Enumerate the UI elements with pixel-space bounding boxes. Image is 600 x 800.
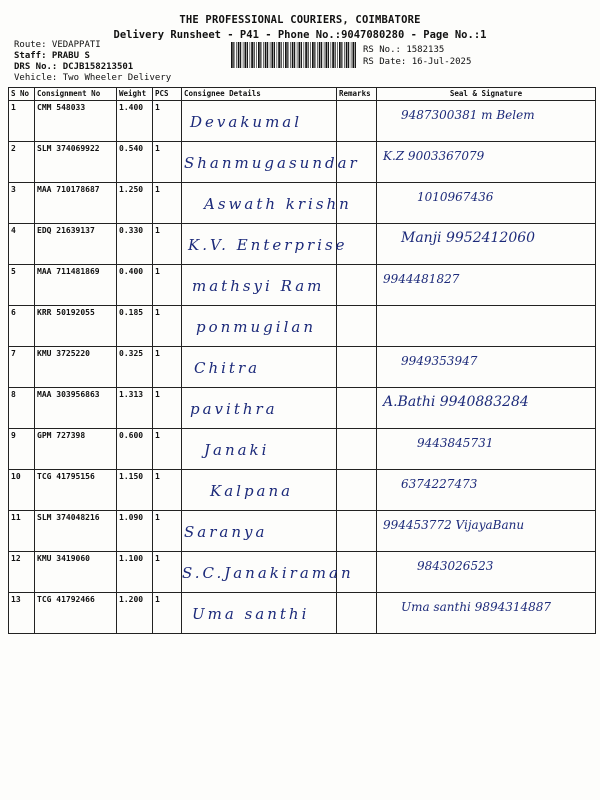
cell-signature [377, 593, 596, 634]
table-header-row [9, 88, 596, 101]
vehicle-label: Vehicle: Two Wheeler Delivery [14, 73, 172, 83]
consignee-handwriting: Aswath krishn [204, 195, 352, 213]
runsheet-meta [14, 40, 171, 84]
consignee-handwriting: mathsyi Ram [192, 277, 325, 295]
cell-sno: 9 [9, 429, 35, 470]
cell-consignment: KRR 50192055 [35, 306, 117, 347]
drs-label: DRS No.: DCJB158213501 [14, 62, 134, 72]
cell-consignment: MAA 303956863 [35, 388, 117, 429]
signature-handwriting: 9949353947 [401, 354, 478, 368]
cell-signature [377, 511, 596, 552]
table-row [9, 183, 596, 224]
table-row [9, 306, 596, 347]
table-row [9, 142, 596, 183]
signature-handwriting: 6374227473 [401, 477, 478, 491]
cell-consignee [182, 183, 352, 224]
table-row [9, 552, 596, 593]
cell-remarks [337, 265, 377, 306]
cell-remarks [337, 388, 377, 429]
rs-number: RS No.: 1582135 [363, 45, 445, 55]
cell-consignment: KMU 3725220 [35, 347, 117, 388]
cell-sno: 7 [9, 347, 35, 388]
cell-weight: 1.090 [117, 511, 153, 552]
staff-label: Staff: PRABU S [14, 51, 90, 61]
cell-pcs: 1 [153, 183, 182, 224]
cell-sno: 5 [9, 265, 35, 306]
cell-signature [377, 142, 596, 183]
cell-signature [377, 101, 596, 142]
table-row [9, 388, 596, 429]
rs-info [363, 44, 471, 68]
cell-signature [377, 470, 596, 511]
route-label: Route: VEDAPPATI [14, 40, 101, 50]
cell-signature [377, 265, 596, 306]
cell-weight: 1.100 [117, 552, 153, 593]
cell-consignee [182, 347, 337, 388]
consignee-handwriting: Chitra [194, 359, 261, 377]
signature-handwriting: 1010967436 [417, 190, 494, 204]
cell-consignment: CMM 548033 [35, 101, 117, 142]
cell-signature [377, 224, 596, 265]
table-row [9, 511, 596, 552]
rs-date: RS Date: 16-Jul-2025 [363, 57, 472, 67]
cell-pcs: 1 [153, 347, 182, 388]
cell-remarks [337, 511, 377, 552]
col-pcs: PCS [153, 88, 182, 101]
cell-sno: 11 [9, 511, 35, 552]
signature-handwriting: K.Z 9003367079 [383, 149, 485, 163]
cell-weight: 1.150 [117, 470, 153, 511]
cell-remarks [337, 101, 377, 142]
signature-handwriting: Uma santhi 9894314887 [401, 600, 552, 614]
cell-remarks [337, 306, 377, 347]
consignee-handwriting: Kalpana [210, 482, 294, 500]
consignee-handwriting: Devakumal [190, 113, 303, 131]
cell-consignee [182, 511, 337, 552]
cell-consignment: GPM 727398 [35, 429, 117, 470]
cell-consignment: KMU 3419060 [35, 552, 117, 593]
cell-pcs: 1 [153, 552, 182, 593]
cell-remarks [337, 429, 377, 470]
signature-handwriting: 9487300381 m Belem [401, 108, 535, 122]
consignee-handwriting: ponmugilan [196, 318, 316, 336]
cell-weight: 0.600 [117, 429, 153, 470]
cell-pcs: 1 [153, 388, 182, 429]
cell-consignee [182, 470, 337, 511]
cell-weight: 0.325 [117, 347, 153, 388]
cell-pcs: 1 [153, 101, 182, 142]
cell-pcs: 1 [153, 511, 182, 552]
signature-handwriting: Manji 9952412060 [401, 230, 536, 246]
cell-remarks [337, 593, 377, 634]
cell-sno: 6 [9, 306, 35, 347]
cell-remarks [337, 347, 377, 388]
cell-weight: 1.313 [117, 388, 153, 429]
signature-handwriting: A.Bathi 9940883284 [383, 394, 529, 410]
cell-sno: 12 [9, 552, 35, 593]
consignee-handwriting: Saranya [184, 523, 268, 541]
consignee-handwriting: S.C.Janakiraman [182, 564, 354, 582]
table-row [9, 347, 596, 388]
cell-weight: 0.185 [117, 306, 153, 347]
col-seal: Seal & Signature [377, 88, 596, 101]
cell-sno: 10 [9, 470, 35, 511]
cell-consignment: SLM 374069922 [35, 142, 117, 183]
col-sno: S No [9, 88, 35, 101]
cell-sno: 13 [9, 593, 35, 634]
cell-consignee [182, 142, 360, 183]
cell-remarks [337, 470, 377, 511]
cell-pcs: 1 [153, 306, 182, 347]
cell-consignee [182, 265, 337, 306]
cell-signature [377, 306, 596, 347]
signature-handwriting: 9944481827 [383, 272, 460, 286]
cell-signature [377, 388, 596, 429]
cell-consignment: MAA 710178687 [35, 183, 117, 224]
signature-handwriting: 9843026523 [417, 559, 494, 573]
cell-pcs: 1 [153, 470, 182, 511]
cell-consignee [182, 224, 348, 265]
cell-consignee [182, 552, 354, 593]
cell-consignment: MAA 711481869 [35, 265, 117, 306]
col-consignment: Consignment No [35, 88, 117, 101]
table-row [9, 224, 596, 265]
cell-signature [377, 552, 596, 593]
cell-consignment: EDQ 21639137 [35, 224, 117, 265]
cell-consignment: SLM 374048216 [35, 511, 117, 552]
cell-sno: 3 [9, 183, 35, 224]
cell-consignment: TCG 41795156 [35, 470, 117, 511]
cell-weight: 0.540 [117, 142, 153, 183]
delivery-table [8, 87, 596, 634]
cell-signature [377, 183, 596, 224]
cell-pcs: 1 [153, 224, 182, 265]
cell-pcs: 1 [153, 429, 182, 470]
cell-consignee [182, 101, 337, 142]
cell-sno: 4 [9, 224, 35, 265]
consignee-handwriting: pavithra [190, 400, 278, 418]
table-row [9, 593, 596, 634]
cell-weight: 1.400 [117, 101, 153, 142]
consignee-handwriting: Shanmugasundar [184, 154, 360, 172]
cell-pcs: 1 [153, 265, 182, 306]
cell-consignee [182, 306, 337, 347]
table-row [9, 101, 596, 142]
col-remarks: Remarks [337, 88, 377, 101]
table-row [9, 265, 596, 306]
cell-signature [377, 429, 596, 470]
cell-pcs: 1 [153, 593, 182, 634]
company-title: THE PROFESSIONAL COURIERS, COIMBATORE [179, 14, 421, 26]
col-weight: Weight [117, 88, 153, 101]
runsheet-subtitle: Delivery Runsheet - P41 - Phone No.:9047080280 - Page No.:1 [113, 29, 487, 41]
cell-consignee [182, 388, 337, 429]
cell-consignment: TCG 41792466 [35, 593, 117, 634]
cell-consignee [182, 593, 337, 634]
cell-pcs: 1 [153, 142, 182, 183]
consignee-handwriting: Uma santhi [192, 605, 310, 623]
cell-weight: 1.250 [117, 183, 153, 224]
table-row [9, 470, 596, 511]
consignee-handwriting: K.V. Enterprise [188, 236, 348, 254]
cell-weight: 0.400 [117, 265, 153, 306]
signature-handwriting: 9443845731 [417, 436, 494, 450]
cell-weight: 0.330 [117, 224, 153, 265]
cell-sno: 2 [9, 142, 35, 183]
cell-signature [377, 347, 596, 388]
signature-handwriting: 994453772 VijayaBanu [383, 518, 525, 532]
cell-consignee [182, 429, 337, 470]
barcode-icon [231, 42, 357, 68]
cell-sno: 8 [9, 388, 35, 429]
consignee-handwriting: Janaki [204, 441, 270, 459]
table-row [9, 429, 596, 470]
cell-sno: 1 [9, 101, 35, 142]
cell-weight: 1.200 [117, 593, 153, 634]
col-consignee: Consignee Details [182, 88, 337, 101]
